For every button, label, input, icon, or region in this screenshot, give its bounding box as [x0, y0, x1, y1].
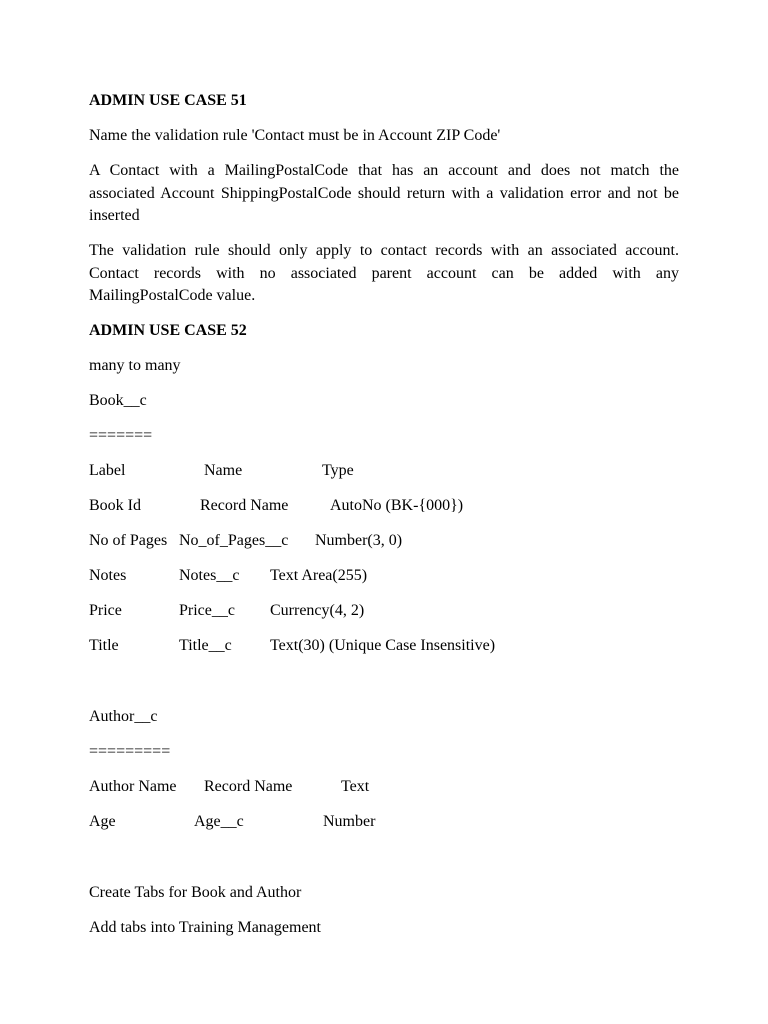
- field-label: Book Id: [89, 497, 141, 514]
- field-label: Price: [89, 602, 122, 619]
- field-label: Author Name: [89, 778, 177, 795]
- table-row: [0, 496, 768, 516]
- column-header-type: Type: [322, 462, 354, 479]
- rule-scope-paragraph: [89, 240, 679, 308]
- paragraph-line: Contact records with no associated parent account can be added with any: [89, 264, 679, 282]
- paragraph-line: inserted: [89, 207, 140, 224]
- field-api-name: No_of_Pages__c: [179, 532, 289, 549]
- field-api-name: Price__c: [179, 602, 235, 619]
- paragraph-line: The validation rule should only apply to contact records with an associated account.: [89, 242, 679, 259]
- author-object-underline: =========: [89, 743, 171, 760]
- relationship-type: many to many: [89, 357, 181, 374]
- field-api-name: Record Name: [204, 778, 293, 795]
- table-row: [0, 636, 768, 656]
- paragraph-line: A Contact with a MailingPostalCode that has an account and does not match the: [89, 162, 679, 179]
- book-object-underline: =======: [89, 427, 153, 444]
- use-case-52-heading: ADMIN USE CASE 52: [89, 322, 247, 339]
- column-header-label: Label: [89, 462, 126, 479]
- field-type: Text(30) (Unique Case Insensitive): [270, 637, 496, 654]
- step-add-tabs: Add tabs into Training Management: [89, 919, 321, 936]
- book-object-name: Book__c: [89, 392, 147, 409]
- table-row: [0, 566, 768, 586]
- field-label: Age: [89, 813, 116, 830]
- field-type: Number: [323, 813, 376, 830]
- field-api-name: Title__c: [179, 637, 232, 654]
- paragraph-line: associated Account ShippingPostalCode should return with a validation error and not be: [89, 184, 679, 202]
- column-header-name: Name: [204, 462, 243, 479]
- field-type: Number(3, 0): [315, 532, 403, 549]
- field-label: Notes: [89, 567, 127, 584]
- table-row: [0, 812, 768, 832]
- book-table-header: [0, 461, 768, 481]
- validation-rule-name: Name the validation rule 'Contact must be in Account ZIP Code': [89, 127, 501, 144]
- table-row: [0, 601, 768, 621]
- field-type: Text: [341, 778, 370, 795]
- field-label: No of Pages: [89, 532, 168, 549]
- paragraph-line: MailingPostalCode value.: [89, 287, 256, 304]
- use-case-51-heading: ADMIN USE CASE 51: [89, 92, 247, 109]
- field-type: Currency(4, 2): [270, 602, 365, 619]
- field-api-name: Notes__c: [179, 567, 240, 584]
- table-row: [0, 531, 768, 551]
- field-type: AutoNo (BK-{000}): [330, 497, 464, 514]
- table-row: [0, 777, 768, 797]
- field-label: Title: [89, 637, 119, 654]
- field-api-name: Record Name: [200, 497, 289, 514]
- postal-code-mismatch-paragraph: [89, 160, 679, 228]
- step-create-tabs: Create Tabs for Book and Author: [89, 884, 302, 901]
- author-object-name: Author__c: [89, 708, 158, 725]
- field-type: Text Area(255): [270, 567, 368, 584]
- field-api-name: Age__c: [194, 813, 244, 830]
